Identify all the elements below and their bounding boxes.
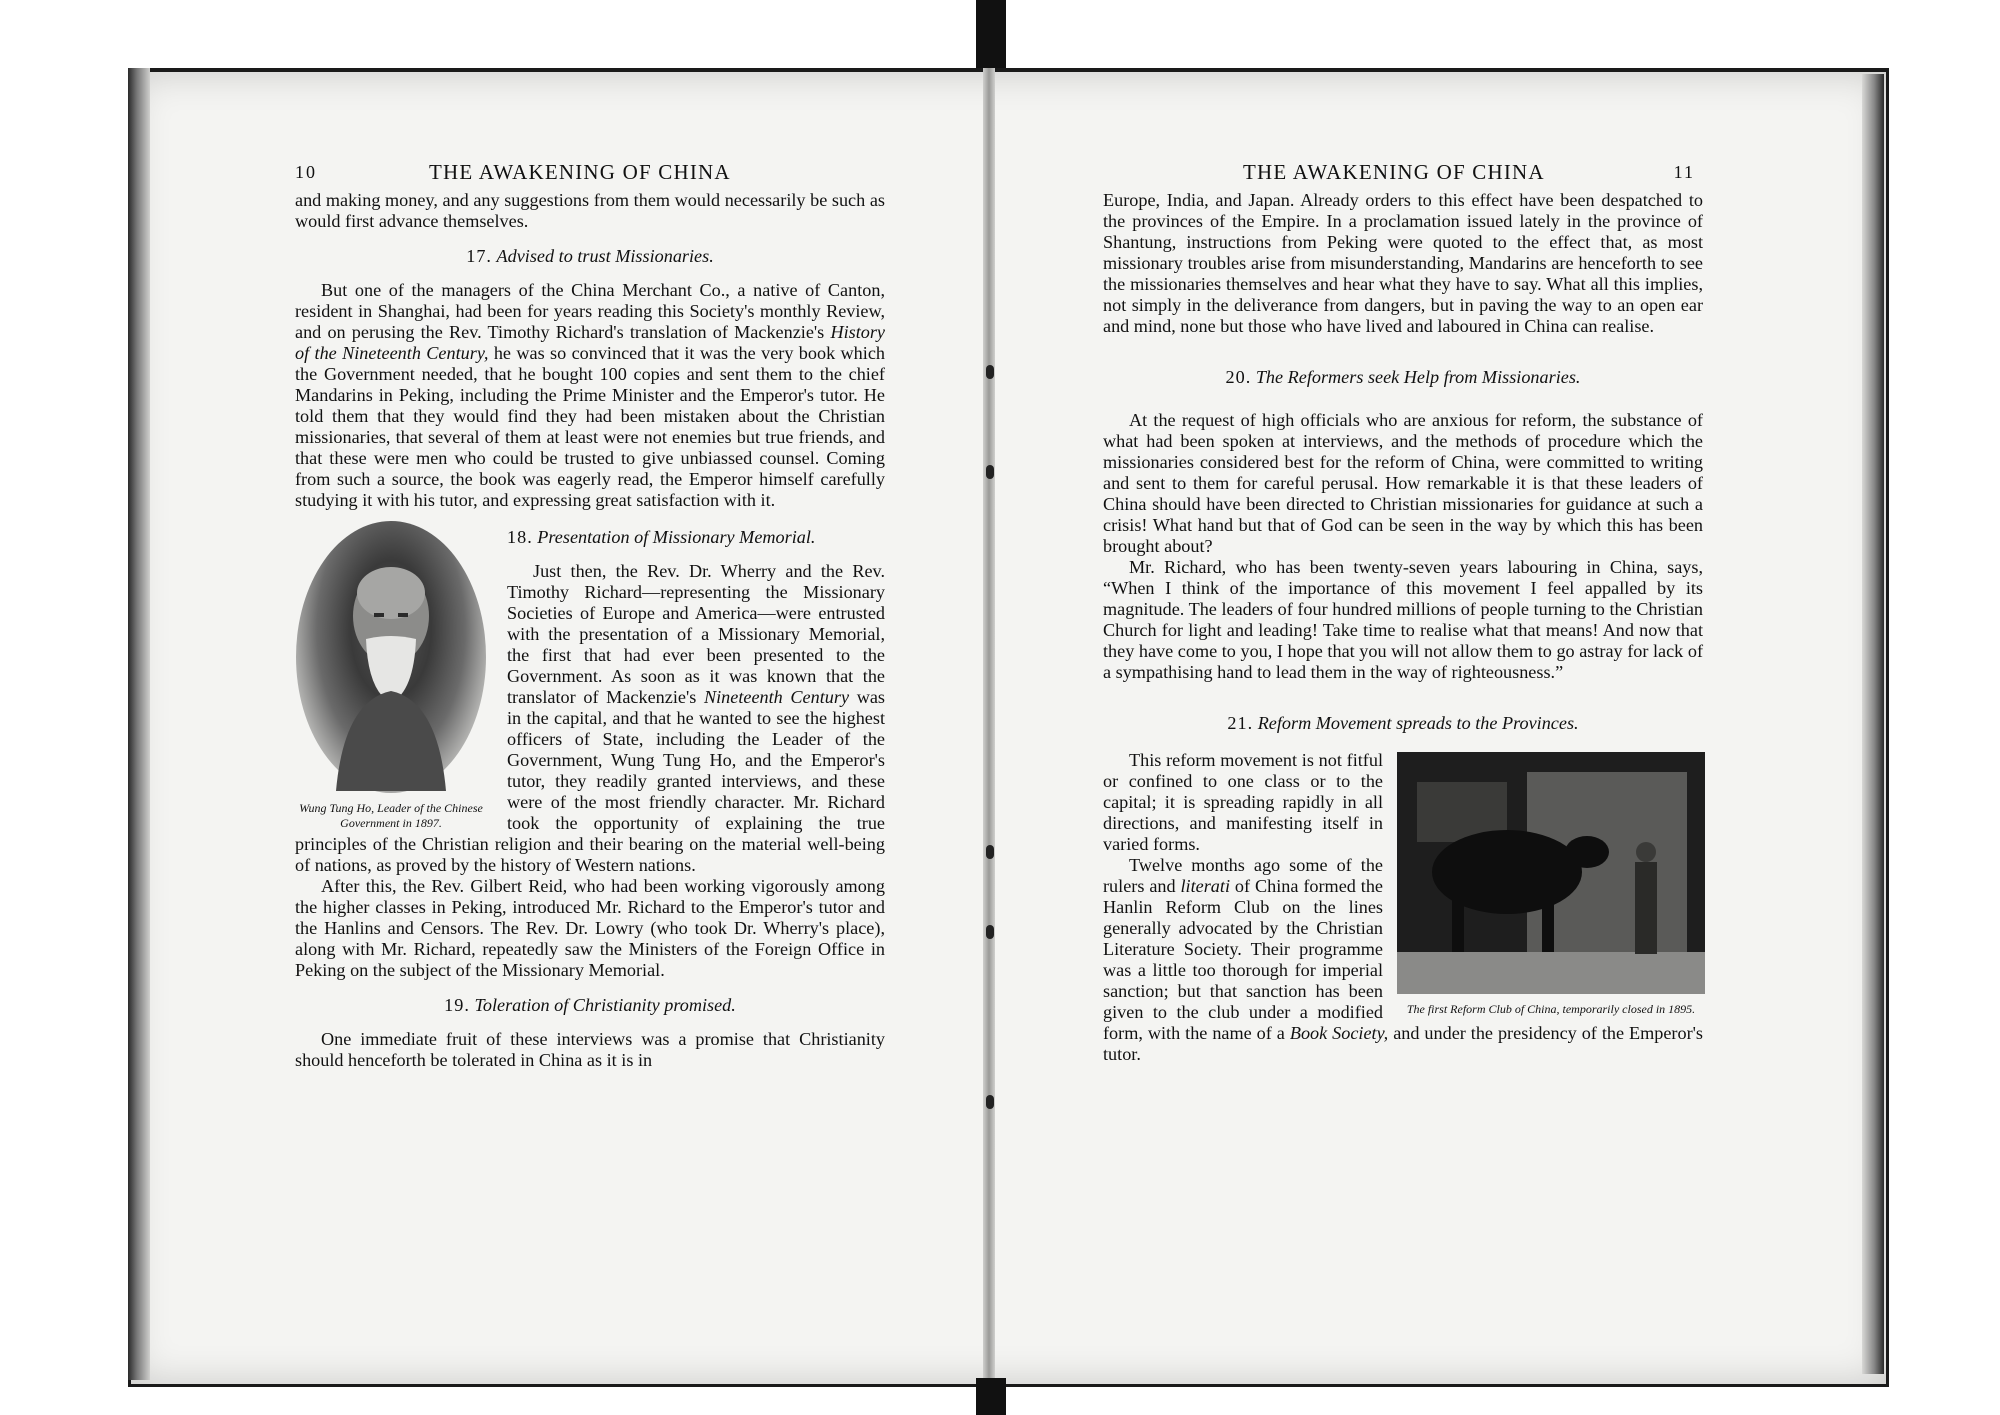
text-run: was in the capital, and that he wanted to see the highest officers of State, including the Leader of the Government, Wung Tung Ho, and the Emperor's tutor, they readily granted interviews, and these were of the most friendly character. Mr. Richard took the opportunity of explaining the true principles of the Christian religion and their bearing on the material well-being of nations, as proved by the history of Western nations.	[295, 687, 885, 875]
binding-hole	[986, 465, 994, 479]
section-heading-17	[295, 246, 885, 267]
section-19-paragraph: One immediate fruit of these interviews was a promise that Christianity should henceforth be tolerated in China as it is in	[295, 1029, 885, 1070]
section-number: 19.	[444, 995, 470, 1015]
text-run: and under the presidency of the Emperor's tutor.	[1103, 1023, 1703, 1064]
section-number: 21.	[1227, 713, 1254, 733]
italic-term: literati	[1180, 876, 1231, 896]
running-head-title: THE AWAKENING OF CHINA	[429, 160, 731, 184]
page-number: 11	[1673, 162, 1695, 182]
section-17-paragraph	[295, 280, 885, 511]
text-run: But one of the managers of the China Merchant Co., a native of Canton, resident in Shanghai, had been for years reading this Society's monthly Review, and on perusing the Rev. Timothy Richard's translation of Mackenzie's	[295, 280, 885, 342]
section-number: 18.	[507, 527, 533, 547]
running-head	[295, 160, 885, 190]
opening-paragraph: Europe, India, and Japan. Already orders to this effect have been despatched to the provinces of the Empire. In a proclamation issued lately in the province of Shantung, instructions from Peking were quoted to the effect that, as most missionary troubles arise from misunderstanding, Mandarins are henceforth to see the missionaries themselves and hear what they have to say. What all this implies, not simply in the deliverance from dangers, but in paving the way to an open ear and mind, none but those who have lived and laboured in China can realise.	[1103, 190, 1703, 336]
left-page	[295, 160, 885, 1071]
section-18-paragraph-2: After this, the Rev. Gilbert Reid, who had been working vigorously among the higher classes in Peking, introduced Mr. Richard to the Emperor's tutor and the Hanlins and Censors. The Rev. Dr. Lowry (who took Dr. Wherry's place), along with Mr. Richard, repeatedly saw the Ministers of the Foreign Office in Peking on the subject of the Missionary Memorial.	[295, 876, 885, 980]
italic-term: Book Society,	[1289, 1023, 1389, 1043]
portrait-figure	[289, 521, 493, 831]
running-head	[1103, 160, 1703, 190]
section-heading-20	[1103, 367, 1703, 388]
section-title: The Reformers seek Help from Missionaries.	[1255, 367, 1581, 387]
section-21-paragraph-1: This reform movement is not fitful or confined to one class or to the capital; it is spreading rapidly in all directions, and manifesting itself in varied forms.	[1103, 750, 1383, 854]
section-number: 17.	[466, 246, 492, 266]
binding-bottom	[976, 1378, 1006, 1415]
portrait-image	[296, 521, 486, 793]
book-title: Nineteenth Century	[703, 687, 850, 707]
section-title: Presentation of Missionary Memorial.	[537, 527, 816, 547]
binding-hole	[986, 845, 994, 859]
opening-paragraph: and making money, and any suggestions from them would necessarily be such as would first advance themselves.	[295, 190, 885, 231]
section-20-paragraph-2: Mr. Richard, who has been twenty-seven years labouring in China, says, “When I think of the importance of this movement I feel appalled by its magnitude. The leaders of four hundred millions of people turning to the Christian Church for light and leading! Take time to realise what that means! And now that they have come to you, I hope that you will not allow them to go astray for lack of a sympathising hand to lead them in the way of righteousness.”	[1103, 557, 1703, 682]
right-page	[1103, 160, 1703, 1065]
right-page-edge	[1862, 74, 1884, 1374]
text-run: Twelve months ago some of the rulers and	[1103, 855, 1383, 896]
text-run: of China formed the Hanlin Reform Club on the lines generally advocated by the Christian Literature Society. Their programme was a little too thorough for imperial sanction; but that sanction has been given to the club under a modified form, with the name of a	[1103, 876, 1383, 1043]
section-heading-19	[295, 995, 885, 1016]
binding-hole	[986, 365, 994, 379]
section-number: 20.	[1225, 367, 1252, 387]
section-20-paragraph-1: At the request of high officials who are anxious for reform, the substance of what had been spoken at interviews, and the methods of procedure which the missionaries considered best for the reform of China, were committed to writing and sent to them for careful perusal. How remarkable it is that these leaders of China should have been directed to Christian missionaries for guidance at such a crisis! What hand but that of God can be seen in the way by which this has been brought about?	[1103, 410, 1703, 556]
photograph-figure	[1397, 752, 1705, 1017]
running-head-title: THE AWAKENING OF CHINA	[1243, 160, 1545, 184]
photograph-drawing	[1397, 752, 1705, 994]
left-page-edge	[128, 68, 150, 1380]
text-run: he was so convinced that it was the very book which the Government needed, that he bought 100 copies and sent them to the chief Mandarins in Peking, including the Prime Minister and the Emperor's tutor. He told them that they would find they had been mistaken about the Christian missionaries, that several of them at least were not enemies but true friends, and that these were men who could be trusted to give unbiassed counsel. Coming from such a source, the book was eagerly read, the Emperor himself carefully studying it with his tutor, and expressing great satisfaction with it.	[295, 343, 885, 510]
portrait-caption: Wung Tung Ho, Leader of the Chinese Government in 1897.	[299, 801, 483, 830]
binding-hole	[986, 1095, 994, 1109]
binding-hole	[986, 925, 994, 939]
portrait-drawing	[296, 521, 486, 793]
section-heading-21	[1103, 713, 1703, 734]
photograph-caption: The first Reform Club of China, temporarily closed in 1895.	[1406, 1002, 1696, 1016]
text-run: Just then, the Rev. Dr. Wherry and the Rev. Timothy Richard—representing the Missionary Societies of Europe and America—were entrusted with the presentation of a Missionary Memorial, the first that had ever been presented to the Government. As soon as it was known that the translator of Mackenzie's	[507, 561, 885, 707]
page-number: 10	[295, 162, 317, 182]
photograph-image	[1397, 752, 1705, 994]
binding-top	[976, 0, 1006, 68]
section-title: Advised to trust Missionaries.	[496, 246, 714, 266]
section-title: Toleration of Christianity promised.	[474, 995, 736, 1015]
book-title: History of the Nineteenth Century,	[295, 322, 885, 363]
book-gutter	[983, 68, 995, 1380]
section-title: Reform Movement spreads to the Provinces.	[1257, 713, 1579, 733]
